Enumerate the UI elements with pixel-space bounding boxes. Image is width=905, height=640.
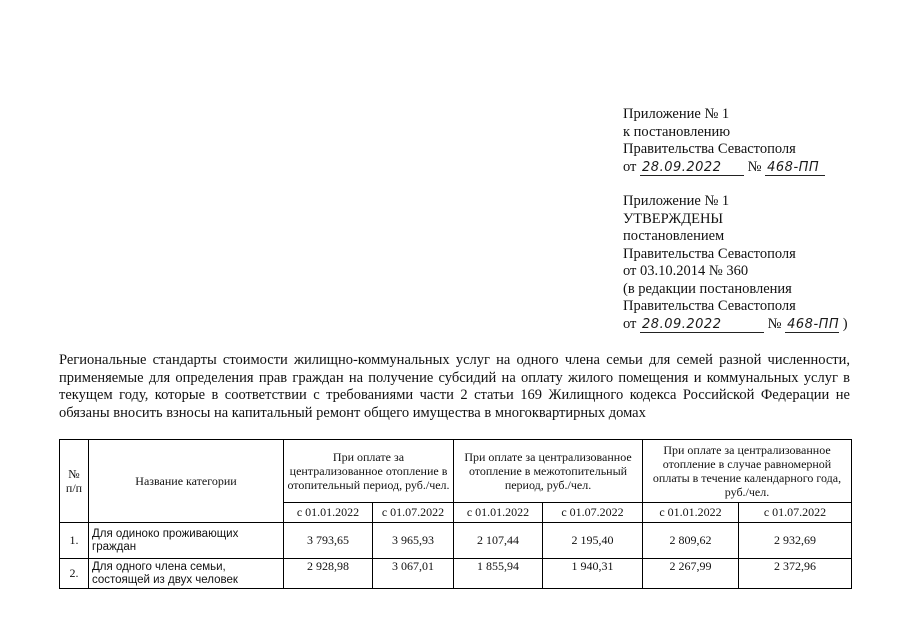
appendix-header <box>623 106 848 333</box>
value-cell: 2 267,99 <box>643 559 739 589</box>
date-header: с 01.07.2022 <box>543 503 643 523</box>
appendix-1-line-2: к постановлению <box>623 123 731 140</box>
appendix-2-line-4: Правительства Севастополя <box>623 245 796 262</box>
column-header-number: № п/п <box>60 440 89 523</box>
value-cell: 1 855,94 <box>454 559 543 589</box>
appendix-1-date: 28.09.2022 <box>640 160 744 176</box>
value-cell: 2 928,98 <box>284 559 373 589</box>
appendix-2-line-2: УТВЕРЖДЕНЫ <box>623 210 724 227</box>
row-category: Для одного члена семьи, состоящей из двух человек <box>89 559 284 589</box>
group-header-heating-period: При оплате за централизованное отопление в отопительный период, руб./чел. <box>284 440 454 503</box>
value-cell: 3 965,93 <box>373 523 454 559</box>
appendix-2-number-sign: № <box>767 315 782 332</box>
date-header: с 01.07.2022 <box>739 503 852 523</box>
appendix-2-date-number <box>623 316 848 334</box>
value-cell: 2 372,96 <box>739 559 852 589</box>
appendix-2-from-label: от <box>623 315 637 332</box>
appendix-1-number-sign: № <box>747 158 762 175</box>
appendix-2-line-7: Правительства Севастополя <box>623 298 796 314</box>
date-header: с 01.01.2022 <box>643 503 739 523</box>
appendix-1-line-3: Правительства Севастополя <box>623 141 796 157</box>
row-number: 2. <box>60 559 89 589</box>
appendix-1-number: 468-ПП <box>765 160 825 176</box>
value-cell: 2 809,62 <box>643 523 739 559</box>
value-cell: 2 932,69 <box>739 523 852 559</box>
group-header-uniform-payment: При оплате за централизованное отопление в случае равномерной оплаты в течение календарного года, руб./чел. <box>643 440 852 503</box>
appendix-2-line-1: Приложение № 1 <box>623 193 730 209</box>
column-header-category: Название категории <box>89 440 284 523</box>
group-header-non-heating-period: При оплате за централизованное отопление в межотопительный период, руб./чел. <box>454 440 643 503</box>
appendix-2-closing: ) <box>842 315 848 332</box>
appendix-2-line-6: (в редакции постановления <box>623 280 792 297</box>
date-header: с 01.01.2022 <box>284 503 373 523</box>
appendix-2-date: 28.09.2022 <box>640 317 764 333</box>
appendix-2-line-3: постановлением <box>623 228 725 244</box>
row-category: Для одиноко проживающих граждан <box>89 523 284 559</box>
date-header: с 01.01.2022 <box>454 503 543 523</box>
appendix-1-from-label: от <box>623 158 637 175</box>
appendix-1-line-1: Приложение № 1 <box>623 106 730 122</box>
document-title: Региональные стандарты стоимости жилищно-коммунальных услуг на одного члена семьи для семей разной численности, применяемые для определения прав граждан на получение субсидий на оплату жилого помещения и коммунальных услуг в текущем году, которые в соответствии с требованиями части 2 статьи 169 Жилищного кодекса Российской Федерации не обязаны вносить взносы на капитальный ремонт общего имущества в многоквартирных домах <box>59 352 850 421</box>
table-row <box>60 559 852 589</box>
value-cell: 2 195,40 <box>543 523 643 559</box>
value-cell: 3 793,65 <box>284 523 373 559</box>
appendix-1-date-number <box>623 159 848 177</box>
table-row <box>60 523 852 559</box>
value-cell: 1 940,31 <box>543 559 643 589</box>
value-cell: 2 107,44 <box>454 523 543 559</box>
standards-table <box>59 439 852 589</box>
value-cell: 3 067,01 <box>373 559 454 589</box>
date-header: с 01.07.2022 <box>373 503 454 523</box>
table-header-row <box>60 440 852 503</box>
appendix-2-number: 468-ПП <box>787 316 840 332</box>
row-number: 1. <box>60 523 89 559</box>
appendix-2-line-5: от 03.10.2014 № 360 <box>623 263 749 279</box>
